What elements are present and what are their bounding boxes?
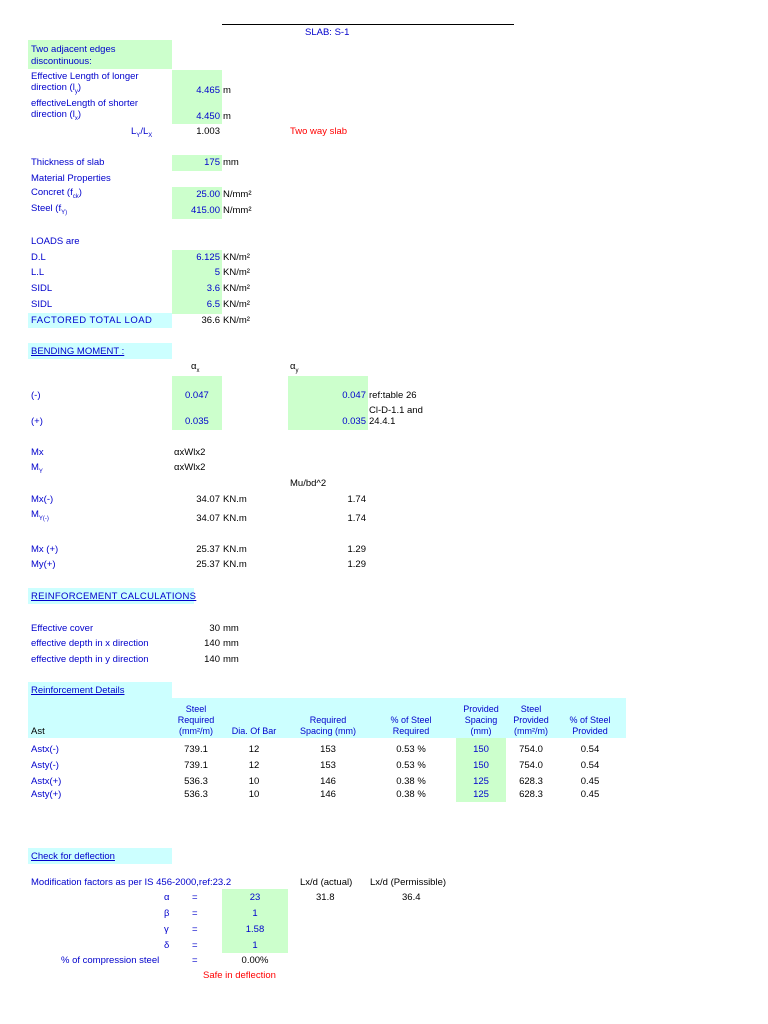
cell-provided-spacing: 125: [473, 776, 489, 787]
factor-value: 23: [249, 892, 261, 903]
cell-ast-name: Astx(-): [31, 744, 59, 755]
load-value: 5: [214, 267, 220, 278]
cell-required-spacing: 153: [320, 760, 336, 771]
cell-provided-spacing: 150: [473, 744, 489, 755]
edges-line1: Two adjacent edges: [31, 44, 116, 55]
factor-symbol: α: [164, 892, 170, 903]
cell-dia: 10: [248, 789, 260, 800]
moment-label: Mx (+): [31, 544, 59, 555]
header-provided-spacing: Provided Spacing (mm): [463, 704, 499, 736]
total-load-label: FACTORED TOTAL LOAD: [31, 315, 153, 326]
neg-alpha-x: 0.047: [185, 390, 209, 401]
deflection-heading: Check for deflection: [31, 851, 115, 862]
load-value: 6.5: [206, 299, 220, 310]
load-unit: KN/m²: [223, 283, 250, 294]
factor-eq: =: [192, 940, 198, 951]
my-formula: αxWlx2: [174, 462, 206, 473]
mx-formula: αxWlx2: [174, 447, 206, 458]
moment-ratio: 1.74: [347, 513, 366, 524]
material-label: Material Properties: [31, 173, 111, 184]
depth-x-unit: mm: [223, 638, 239, 649]
cell-dia: 12: [248, 760, 260, 771]
moment-unit: KN.m: [223, 513, 247, 524]
edges-line2: discontinuous:: [31, 56, 92, 67]
longer-unit: m: [223, 85, 231, 96]
neg-label: (-): [31, 390, 41, 401]
header-dia: Dia. Of Bar: [231, 726, 277, 736]
moment-value: 34.07: [196, 494, 220, 505]
moment-value: 25.37: [196, 559, 220, 570]
moment-value: 34.07: [196, 513, 220, 524]
header-required-spacing: Required Spacing (mm): [299, 715, 356, 736]
ld-permissible-value: 36.4: [402, 892, 421, 903]
cell-pct-required: 0.38 %: [396, 789, 426, 800]
factor-symbol: γ: [164, 924, 169, 935]
steel-value: 415.00: [190, 205, 220, 216]
ld-permissible-label: Lx/d (Permissible): [370, 877, 447, 888]
compression-steel-value: 0.00%: [241, 955, 269, 966]
compression-steel-eq: =: [192, 955, 198, 966]
my-label: $M_Y$: [31, 462, 43, 475]
ratio-value: 1.003: [196, 126, 220, 137]
factor-value: 1: [252, 908, 258, 919]
ref-table: ref:table 26: [369, 390, 417, 401]
depth-x-value: 140: [204, 638, 220, 649]
concrete-value: 25.00: [196, 189, 220, 200]
total-load-unit: KN/m²: [223, 315, 250, 326]
cell-pct-required: 0.38 %: [396, 776, 426, 787]
total-load-value: 36.6: [201, 315, 220, 326]
moment-ratio: 1.29: [347, 544, 366, 555]
moment-label: $M_{Y(-)}$: [31, 509, 49, 522]
cell-steel-required: 739.1: [184, 744, 208, 755]
concrete-unit: N/mm²: [223, 189, 252, 200]
shorter-label-line2: direction $(l_x)$: [31, 109, 81, 122]
steel-unit: N/mm²: [223, 205, 252, 216]
mubd-header: Mu/bd^2: [290, 478, 327, 489]
header-steel-required: Steel Required (mm²/m): [177, 704, 215, 736]
moment-ratio: 1.74: [347, 494, 366, 505]
cell-ast-name: Asty(+): [31, 789, 62, 800]
alpha-x-header: $\alpha_x$: [191, 361, 200, 374]
factor-symbol: δ: [164, 940, 170, 951]
header-pct-provided: % of Steel Provided: [569, 715, 611, 736]
cell-provided-spacing: 125: [473, 789, 489, 800]
pos-alpha-x: 0.035: [185, 416, 209, 427]
load-value: 3.6: [206, 283, 220, 294]
longer-label-line2: direction $(l_y)$: [31, 82, 81, 95]
slab-type-note: Two way slab: [290, 126, 348, 137]
cell-ast-name: Astx(+): [31, 776, 62, 787]
pos-label: (+): [31, 416, 43, 427]
cell-required-spacing: 153: [320, 744, 336, 755]
cell-pct-provided: 0.45: [580, 776, 600, 787]
cell-pct-provided: 0.54: [580, 760, 600, 771]
ref-clause-2: 24.4.1: [369, 416, 396, 427]
cell-pct-provided: 0.54: [580, 744, 600, 755]
moment-value: 25.37: [196, 544, 220, 555]
cell-steel-required: 536.3: [184, 776, 208, 787]
cell-pct-required: 0.53 %: [396, 760, 426, 771]
factor-eq: =: [192, 924, 198, 935]
moment-label: Mx(-): [31, 494, 54, 505]
loads-heading: LOADS are: [31, 236, 80, 247]
ld-actual-label: Lx/d (actual): [300, 877, 353, 888]
moment-unit: KN.m: [223, 559, 247, 570]
title-rule: [222, 24, 514, 25]
cover-value: 30: [209, 623, 220, 634]
load-unit: KN/m²: [223, 299, 250, 310]
cell-dia: 10: [248, 776, 260, 787]
moment-ratio: 1.29: [347, 559, 366, 570]
cell-steel-provided: 754.0: [519, 744, 543, 755]
cell-steel-required: 536.3: [184, 789, 208, 800]
thickness-label: Thickness of slab: [31, 157, 105, 168]
longer-value: 4.465: [196, 85, 220, 96]
factor-symbol: β: [164, 908, 170, 919]
thickness-value: 175: [204, 157, 220, 168]
load-value: 6.125: [196, 252, 220, 263]
steel-label: Steel ($f_{Y)}$: [31, 203, 68, 216]
depth-y-unit: mm: [223, 654, 239, 665]
reinf-details-heading: Reinforcement Details: [31, 685, 125, 696]
deflection-result: Safe in deflection: [203, 970, 276, 981]
depth-y-label: effective depth in y direction: [31, 654, 149, 665]
ld-actual-value: 31.8: [316, 892, 335, 903]
moment-label: My(+): [31, 559, 56, 570]
factor-eq: =: [192, 892, 198, 903]
load-label: L.L: [31, 267, 45, 278]
shorter-value: 4.450: [196, 111, 220, 122]
modification-label: Modification factors as per IS 456-2000,ref:23.2: [31, 877, 232, 888]
ratio-label: $L_Y/L_X$: [131, 126, 153, 139]
header-ast: Ast: [31, 726, 45, 737]
cell-dia: 12: [248, 744, 260, 755]
load-unit: KN/m²: [223, 252, 250, 263]
bending-heading: BENDING MOMENT :: [31, 346, 125, 357]
cell-steel-provided: 754.0: [519, 760, 543, 771]
header-pct-required: % of Steel Required: [390, 715, 432, 736]
shorter-label-line1: effectiveLength of shorter: [31, 98, 139, 109]
neg-alpha-y: 0.047: [342, 390, 366, 401]
longer-label-line1: Effective Length of longer: [31, 71, 139, 82]
cell-required-spacing: 146: [320, 789, 336, 800]
cell-steel-required: 739.1: [184, 760, 208, 771]
cell-required-spacing: 146: [320, 776, 336, 787]
cover-unit: mm: [223, 623, 239, 634]
header-steel-provided: Steel Provided (mm²/m): [513, 704, 549, 736]
shorter-unit: m: [223, 111, 231, 122]
load-label: SIDL: [31, 283, 53, 294]
factor-value: 1.58: [245, 924, 265, 935]
mx-label: Mx: [31, 447, 44, 458]
cell-pct-required: 0.53 %: [396, 744, 426, 755]
thickness-unit: mm: [223, 157, 239, 168]
load-label: D.L: [31, 252, 46, 263]
cell-provided-spacing: 150: [473, 760, 489, 771]
load-unit: KN/m²: [223, 267, 250, 278]
compression-steel-label: % of compression steel: [61, 955, 160, 966]
cell-steel-provided: 628.3: [519, 789, 543, 800]
sheet-title: SLAB: S-1: [305, 27, 350, 38]
depth-y-value: 140: [204, 654, 220, 665]
pos-alpha-y: 0.035: [342, 416, 366, 427]
factor-eq: =: [192, 908, 198, 919]
load-label: SIDL: [31, 299, 53, 310]
cell-steel-provided: 628.3: [519, 776, 543, 787]
concrete-label: Concret $(f_{ck})$: [31, 187, 82, 200]
alpha-y-header: $\alpha_y$: [290, 361, 299, 374]
ref-clause: Cl-D-1.1 and: [369, 405, 423, 416]
cell-ast-name: Asty(-): [31, 760, 59, 771]
factor-value: 1: [252, 940, 258, 951]
moment-unit: KN.m: [223, 494, 247, 505]
moment-unit: KN.m: [223, 544, 247, 555]
cell-pct-provided: 0.45: [580, 789, 600, 800]
depth-x-label: effective depth in x direction: [31, 638, 149, 649]
cover-label: Effective cover: [31, 623, 94, 634]
reinf-calc-heading: REINFORCEMENT CALCULATIONS: [31, 591, 197, 602]
